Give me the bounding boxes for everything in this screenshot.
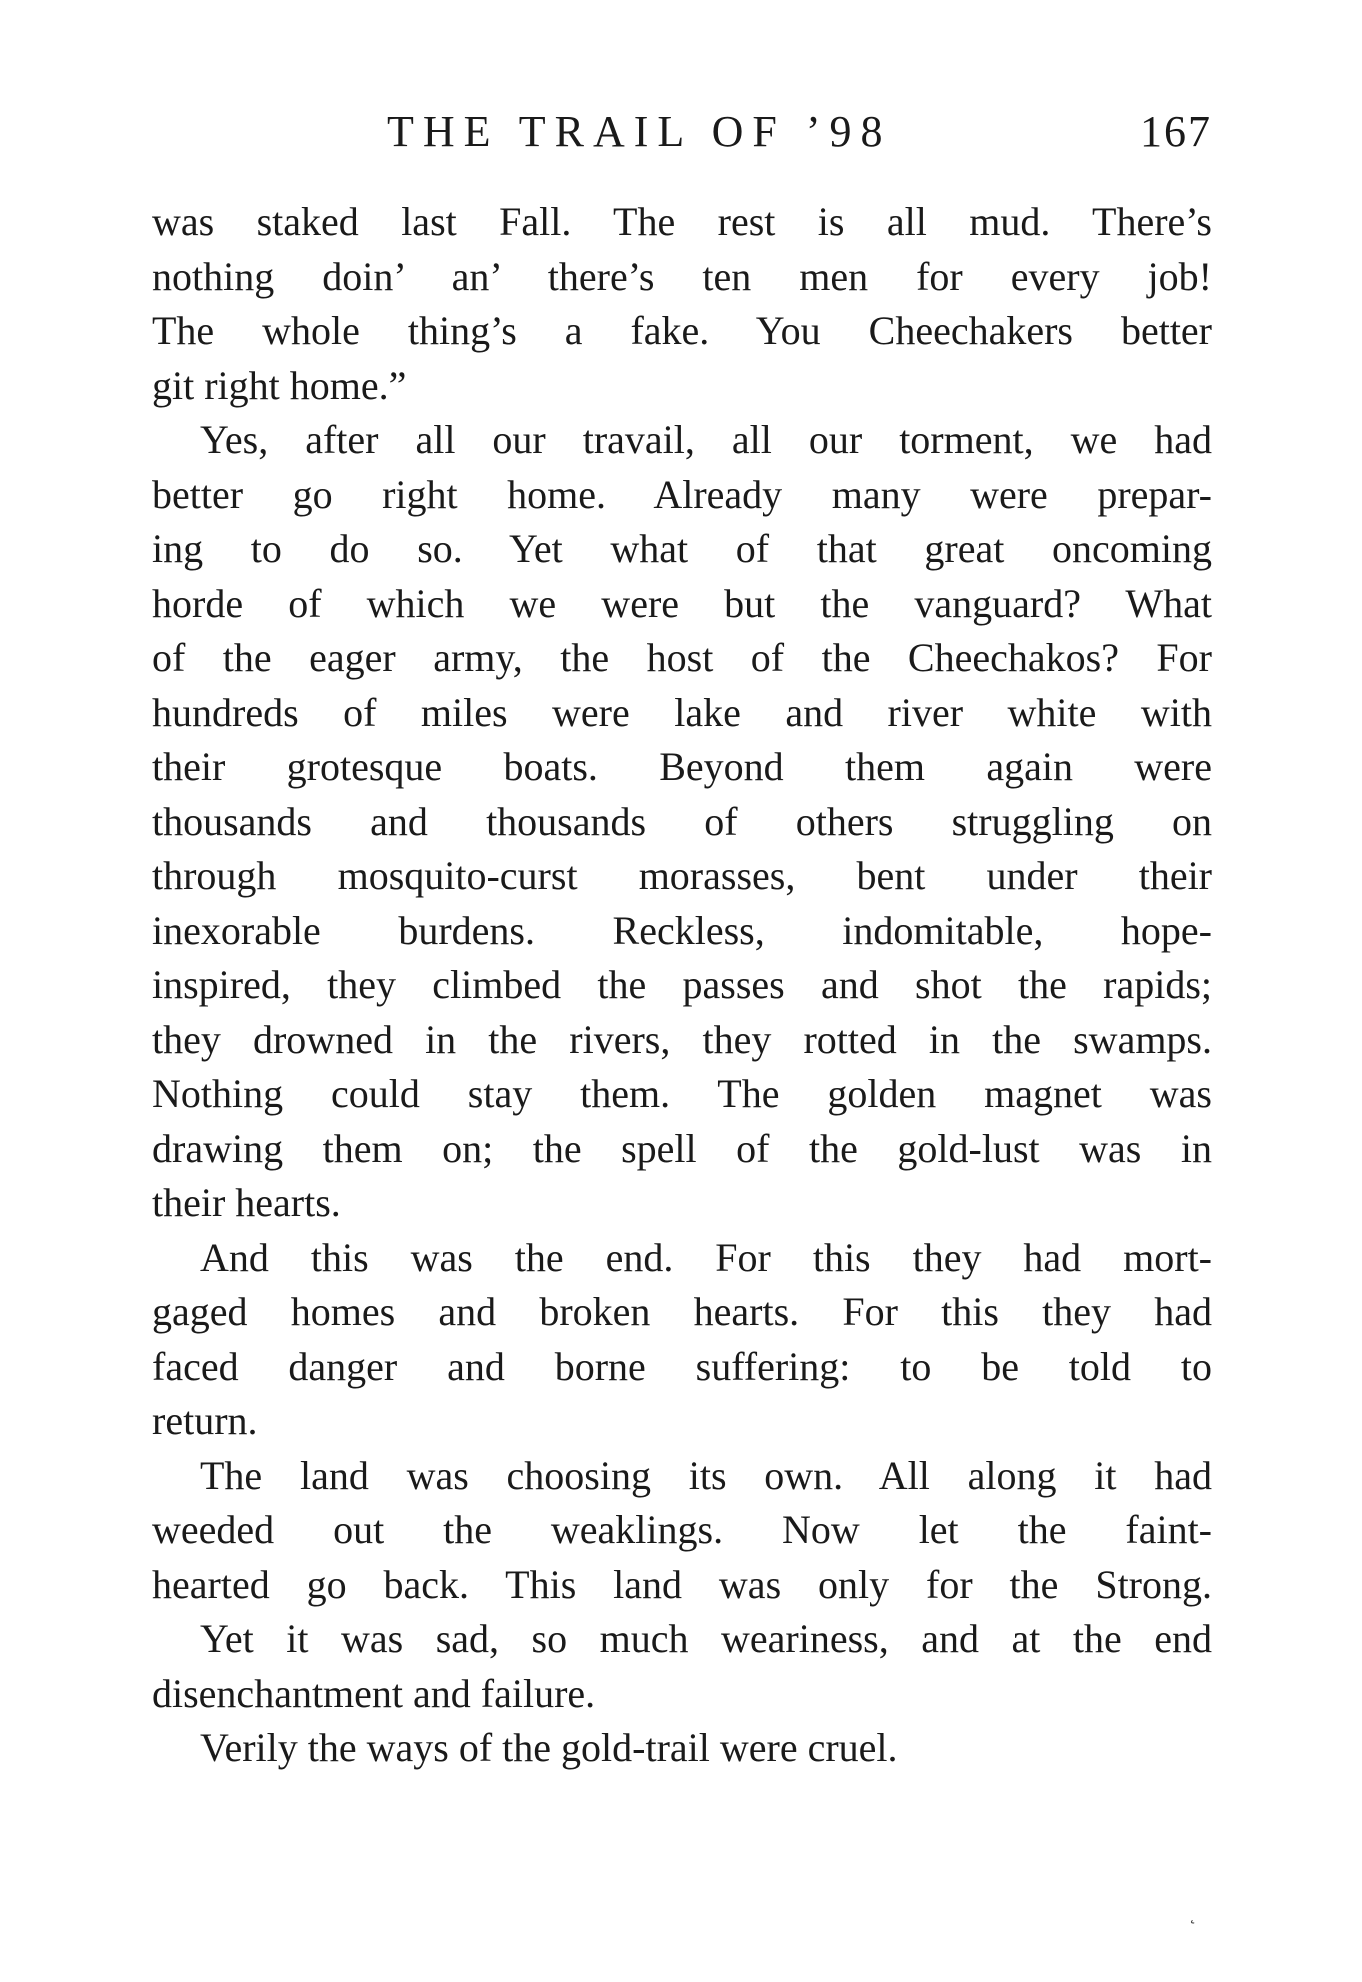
text-line: inexorable burdens. Reckless, indomitable, hope- [152, 907, 1212, 953]
text-line: ing to do so. Yet what of that great oncoming [152, 526, 1212, 571]
text-line: was staked last Fall. The rest is all mud. There’s [152, 199, 1212, 244]
text-line: better go right home. Already many were prepar- [152, 471, 1212, 517]
text-line: their hearts. [152, 1180, 341, 1225]
text-line: Yes, after all our travail, all our torment, we had [200, 417, 1212, 462]
paragraph-1 [152, 195, 1212, 413]
text-line: disenchantment and failure. [152, 1670, 596, 1716]
text-line: inspired, they climbed the passes and shot the rapids; [152, 962, 1212, 1007]
paragraph-6 [152, 1721, 1212, 1776]
text-line: Yet it was sad, so much weariness, and at the end [200, 1616, 1212, 1661]
text-line: thousands and thousands of others struggling on [152, 798, 1212, 844]
text-line: git right home.” [152, 362, 407, 408]
text-line: faced danger and borne suffering: to be told to [152, 1343, 1212, 1389]
text-line: nothing doin’ an’ there’s ten men for every job! [152, 253, 1212, 299]
page-number: 167 [1140, 107, 1212, 156]
ink-speck: ˛ [1188, 1904, 1197, 1925]
running-title: THE TRAIL OF ’98 [387, 107, 892, 156]
text-line: Verily the ways of the gold-trail were cruel. [200, 1725, 898, 1770]
text-line: The land was choosing its own. All along it had [200, 1452, 1212, 1498]
running-head [152, 102, 1212, 162]
text-line: through mosquito-curst morasses, bent under their [152, 853, 1212, 898]
text-line: And this was the end. For this they had mort- [200, 1234, 1212, 1280]
text-line: hundreds of miles were lake and river white with [152, 689, 1212, 735]
paragraph-4 [152, 1449, 1212, 1613]
text-line: The whole thing’s a fake. You Cheechakers better [152, 308, 1212, 353]
text-line: horde of which we were but the vanguard? What [152, 580, 1212, 626]
text-line: weeded out the weaklings. Now let the faint- [152, 1507, 1212, 1552]
text-line: their grotesque boats. Beyond them again were [152, 744, 1212, 789]
text-line: they drowned in the rivers, they rotted in the swamps. [152, 1016, 1212, 1062]
text-line: of the eager army, the host of the Cheechakos? For [152, 635, 1212, 680]
paragraph-2 [152, 413, 1212, 1231]
text-line: return. [152, 1398, 258, 1443]
paragraph-3 [152, 1231, 1212, 1449]
body-text [152, 195, 1212, 1776]
paragraph-5 [152, 1612, 1212, 1721]
text-line: gaged homes and broken hearts. For this they had [152, 1289, 1212, 1334]
text-line: hearted go back. This land was only for the Strong. [152, 1561, 1212, 1607]
text-line: Nothing could stay them. The golden magnet was [152, 1071, 1212, 1116]
text-line: drawing them on; the spell of the gold-lust was in [152, 1125, 1212, 1171]
